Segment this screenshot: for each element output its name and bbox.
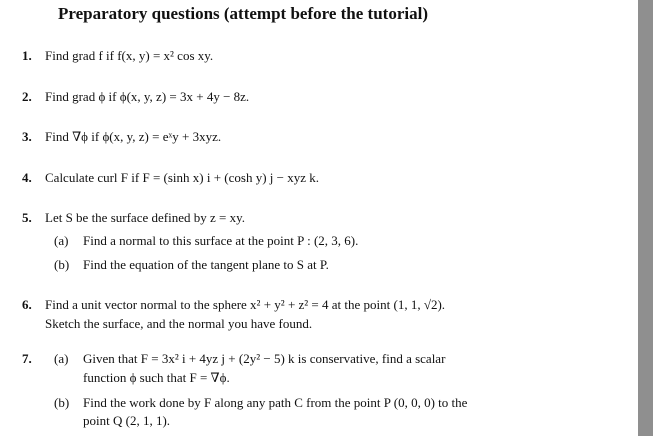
question-number: 2. xyxy=(22,89,32,104)
question-6-line-2: Sketch the surface, and the normal you have found. xyxy=(45,316,313,331)
question-7-part-b-line-2: point Q (2, 1, 1). xyxy=(83,413,171,428)
part-label: (b) xyxy=(54,395,70,410)
question-number: 6. xyxy=(22,297,32,312)
part-label: (a) xyxy=(54,351,69,366)
part-text: Given that F = 3x² i + 4yz j + (2y² − 5) k is conservative, find a scalar xyxy=(83,351,446,366)
question-text: Let S be the surface defined by z = xy. xyxy=(45,210,245,225)
part-text: Find the work done by F along any path C from the point P (0, 0, 0) to the xyxy=(83,395,468,410)
question-number: 4. xyxy=(22,170,32,185)
question-text: Find grad f if f(x, y) = x² cos xy. xyxy=(45,48,214,63)
part-label: (b) xyxy=(54,257,70,272)
question-text: Find a unit vector normal to the sphere x² + y² + z² = 4 at the point (1, 1, √2). xyxy=(45,297,446,312)
question-7-part-a-line-2: function ϕ such that F = ∇ϕ. xyxy=(83,370,230,385)
question-number: 3. xyxy=(22,129,32,144)
question-text: Find ∇ϕ if ϕ(x, y, z) = eˣy + 3xyz. xyxy=(45,129,222,144)
question-number: 5. xyxy=(22,210,32,225)
part-text: Find the equation of the tangent plane to S at P. xyxy=(83,257,329,272)
part-text: Find a normal to this surface at the point P : (2, 3, 6). xyxy=(83,233,359,248)
scrollbar[interactable] xyxy=(638,0,653,436)
part-label: (a) xyxy=(54,233,69,248)
question-number: 7. xyxy=(22,351,32,366)
question-text: Find grad ϕ if ϕ(x, y, z) = 3x + 4y − 8z. xyxy=(45,89,250,104)
page-title: Preparatory questions (attempt before the tutorial) xyxy=(58,4,428,23)
question-number: 1. xyxy=(22,48,32,63)
question-text: Calculate curl F if F = (sinh x) i + (cosh y) j − xyz k. xyxy=(45,170,320,185)
